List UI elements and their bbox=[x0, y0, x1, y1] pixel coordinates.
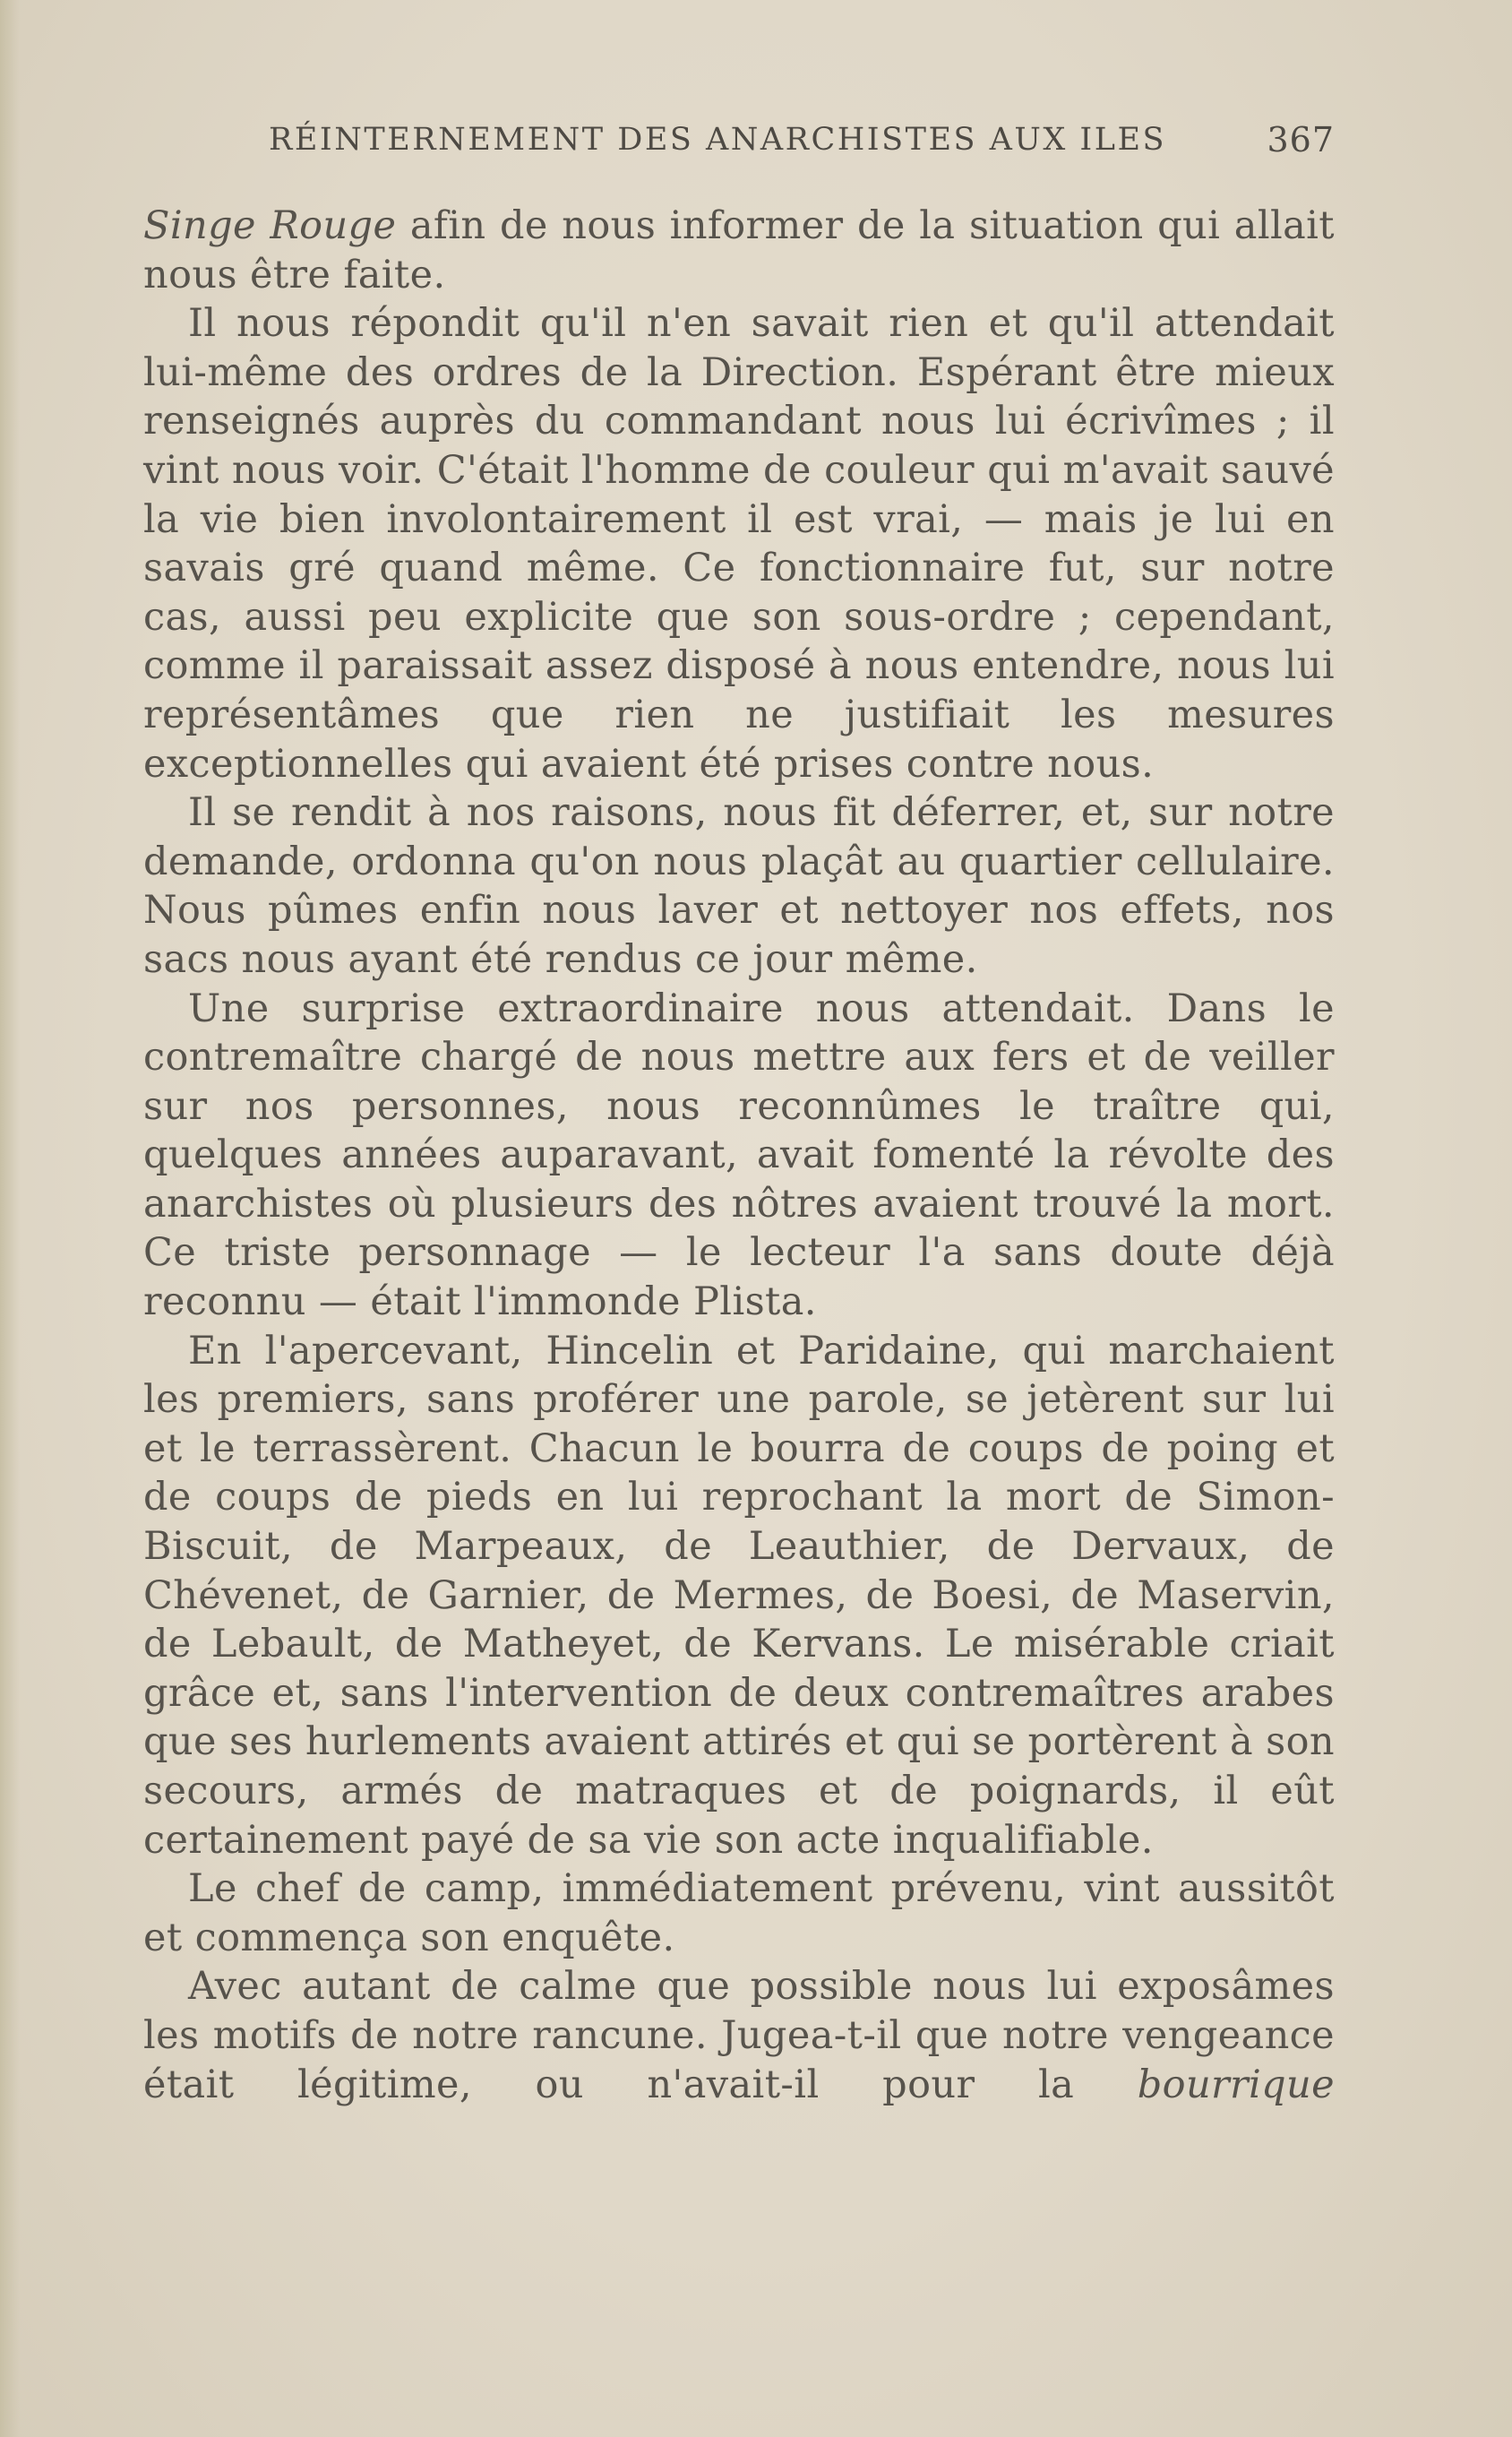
paragraph-1 bbox=[143, 202, 1335, 299]
italic-word: bourrique bbox=[1137, 2062, 1335, 2107]
paragraph-2: Il nous répondit qu'il n'en savait rien et qu'il attendait lui-même des ordres de la Direction. Espérant être mieux renseignés auprès du commandant nous lui écrivîmes ; il vint nous voir. C'était l'homme de couleur qui m'avait sauvé la vie bien involontairement il est vrai, — mais je lui en savais gré quand même. Ce fonctionnaire fut, sur notre cas, aussi peu explicite que son sous-ordre ; cependant, comme il paraissait assez disposé à nous entendre, nous lui représentâmes que rien ne justifiait les mesures exceptionnelles qui avaient été prises contre nous. bbox=[143, 301, 1335, 787]
running-title: RÉINTERNEMENT DES ANARCHISTES AUX ILES bbox=[269, 122, 1167, 158]
paragraph-7 bbox=[143, 1962, 1335, 2109]
paragraph-6: Le chef de camp, immédiatement prévenu, vint aussitôt et commença son enquête. bbox=[143, 1866, 1335, 1960]
paragraph-4: Une surprise extraordinaire nous attendait. Dans le contremaître chargé de nous mettre aux fers et de veiller sur nos personnes, nous reconnûmes le traître qui, quelques années auparavant, avait fomenté la révolte des anarchistes où plusieurs des nôtres avaient trouvé la mort. Ce triste personnage — le lecteur l'a sans doute déjà reconnu — était l'immonde Plista. bbox=[143, 986, 1335, 1325]
paragraph-5: En l'apercevant, Hincelin et Paridaine, qui marchaient les premiers, sans proférer une parole, se jetèrent sur lui et le terrassèrent. Chacun le bourra de coups de poing et de coups de pieds en lui reprochant la mort de Simon-Biscuit, de Marpeaux, de Leauthier, de Dervaux, de Chévenet, de Garnier, de Mermes, de Boesi, de Maservin, de Lebault, de Matheyet, de Kervans. Le misérable criait grâce et, sans l'intervention de deux contremaîtres arabes que ses hurlements avaient attirés et qui se portèrent à son secours, armés de matraques et de poignards, il eût certainement payé de sa vie son acte inqualifiable. bbox=[143, 1328, 1335, 1863]
paragraph-text: afin de nous informer de la situation qui allait nous être faite. bbox=[143, 203, 1335, 297]
page-number: 367 bbox=[1267, 120, 1335, 159]
paragraph-text: Avec autant de calme que possible nous lui exposâmes les motifs de notre rancune. Jugea-t-il que notre vengeance était légitime, ou n'avait-il pour la bbox=[143, 1964, 1335, 2107]
page-spine-shadow bbox=[0, 0, 20, 2437]
italic-place-name: Singe Rouge bbox=[143, 203, 397, 248]
paragraph-3: Il se rendit à nos raisons, nous fit déferrer, et, sur notre demande, ordonna qu'on nous plaçât au quartier cellulaire. Nous pûmes enfin nous laver et nettoyer nos effets, nos sacs nous ayant été rendus ce jour même. bbox=[143, 790, 1335, 982]
body-text bbox=[143, 202, 1335, 2109]
page-header bbox=[143, 118, 1335, 163]
